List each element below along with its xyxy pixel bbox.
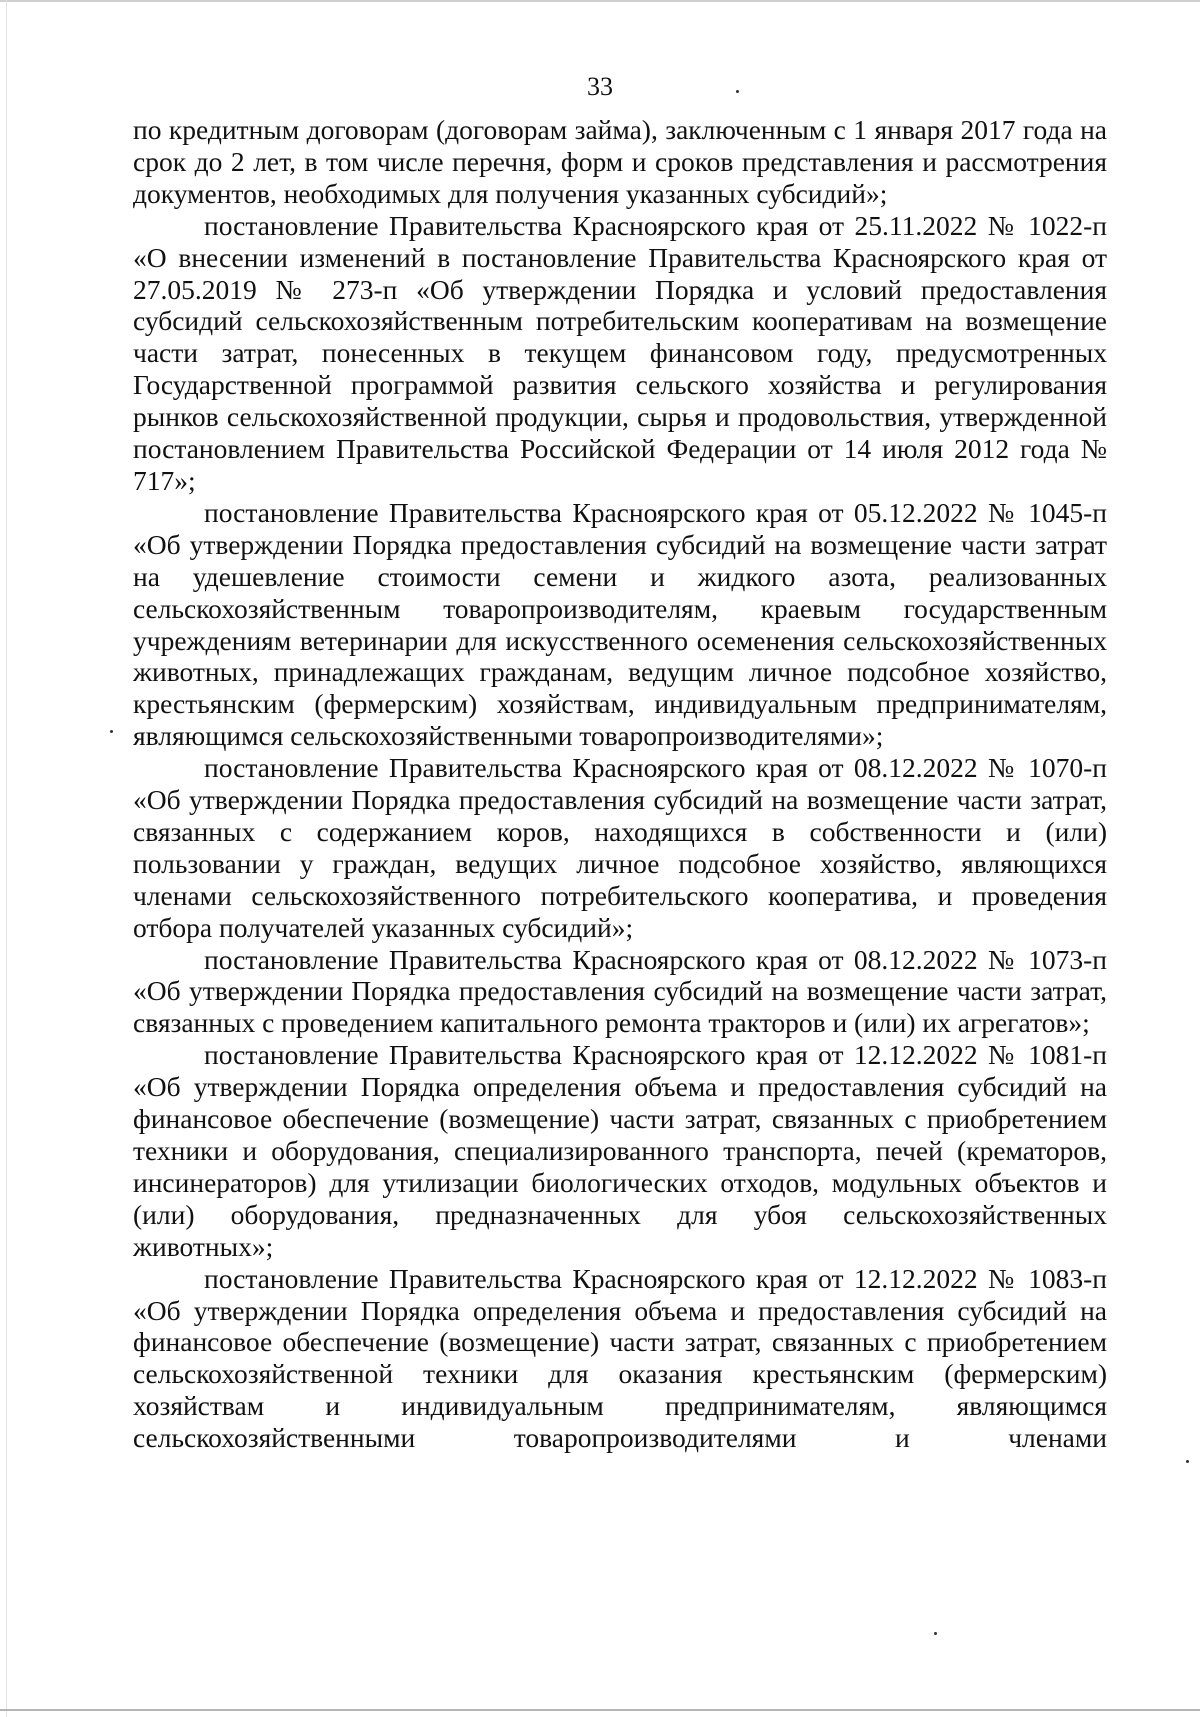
paragraph-5: постановление Правительства Красноярского края от 08.12.2022 № 1073-п «Об утверждении Порядка предоставления субсидий на возмещение части затрат, связанных с проведением капитального ремонта тракторов и (или) их агрегатов»; bbox=[133, 943, 1107, 1039]
scan-speck bbox=[1186, 1460, 1189, 1463]
page-number: 33 bbox=[587, 72, 613, 101]
scan-speck bbox=[934, 1632, 937, 1635]
paragraph-6: постановление Правительства Красноярского края от 12.12.2022 № 1081-п «Об утверждении Порядка определения объема и предоставления субсидий на финансовое обеспечение (возмещение) части затрат, связанных с приобретением техники и оборудования, специализированного транспорта, печей (крематоров, инсинераторов) для утилизации биологических отходов, модульных объектов и (или) оборудования, предназначенных для убоя сельскохозяйственных животных»; bbox=[133, 1039, 1107, 1262]
paragraph-1: по кредитным договорам (договорам займа), заключенным с 1 января 2017 года на срок до 2 лет, в том числе перечня, форм и сроков представления и рассмотрения документов, необходимых для получения указанных субсидий»; bbox=[133, 114, 1107, 209]
scan-edge-top bbox=[0, 0, 1200, 2]
scan-speck bbox=[736, 90, 739, 93]
paragraph-7: постановление Правительства Красноярского края от 12.12.2022 № 1083-п «Об утверждении Порядка определения объема и предоставления субсидий на финансовое обеспечение (возмещение) части затрат, связанных с приобретением сельскохозяйственной техники для оказания крестьянским (фермерским) хозяйствам и индивидуальным предпринимателям, являющимся сельскохозяйственными товаропроизводителями и членами bbox=[133, 1262, 1107, 1454]
scan-edge-left bbox=[6, 0, 7, 1717]
scan-edge-bottom bbox=[0, 1709, 1200, 1711]
paragraph-3: постановление Правительства Красноярского края от 05.12.2022 № 1045-п «Об утверждении Порядка предоставления субсидий на возмещение части затрат на удешевление стоимости семени и жидкого азота, реализованных сельскохозяйственным товаропроизводителям, краевым государственным учреждениям ветеринарии для искусственного осеменения сельскохозяйственных животных, принадлежащих гражданам, ведущим личное подсобное хозяйство, крестьянским (фермерским) хозяйствам, индивидуальным предпринимателям, являющимся сельскохозяйственными товаропроизводителями»; bbox=[133, 496, 1107, 752]
document-body bbox=[133, 114, 1107, 1454]
paragraph-4: постановление Правительства Красноярского края от 08.12.2022 № 1070-п «Об утверждении Порядка предоставления субсидий на возмещение части затрат, связанных с содержанием коров, находящихся в собственности и (или) пользовании у граждан, ведущих личное подсобное хозяйство, являющихся членами сельскохозяйственного потребительского кооператива, и проведения отбора получателей указанных субсидий»; bbox=[133, 752, 1107, 943]
paragraph-2: постановление Правительства Красноярского края от 25.11.2022 № 1022-п «О внесении изменений в постановление Правительства Красноярского края от 27.05.2019 № 273-п «Об утверждении Порядка и условий предоставления субсидий сельскохозяйственным потребительским кооперативам на возмещение части затрат, понесенных в текущем финансовом году, предусмотренных Государственной программой развития сельского хозяйства и регулирования рынков сельскохозяйственной продукции, сырья и продовольствия, утвержденной постановлением Правительства Российской Федерации от 14 июля 2012 года № 717»; bbox=[133, 209, 1107, 496]
scan-speck bbox=[110, 730, 113, 733]
